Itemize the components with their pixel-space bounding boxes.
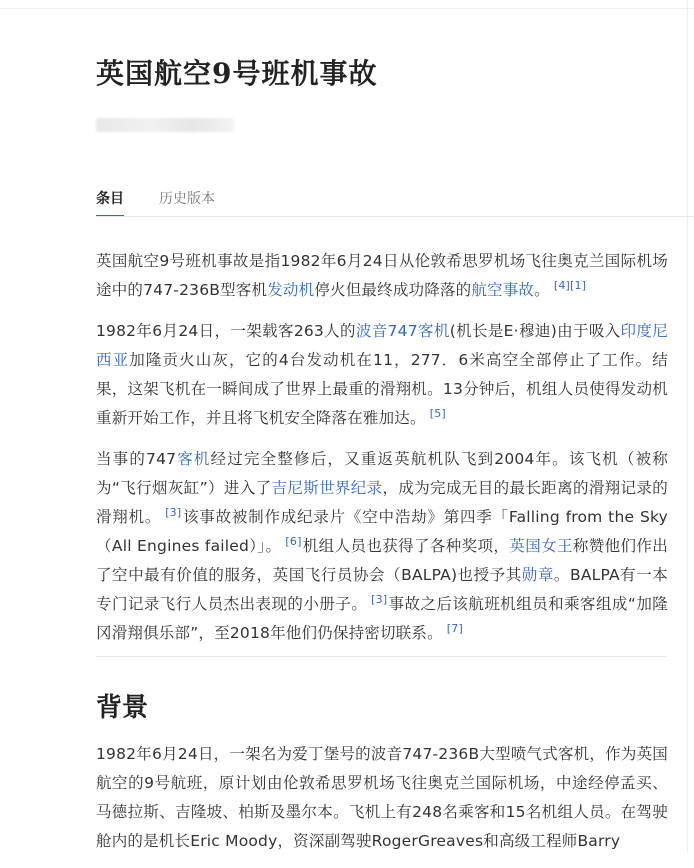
tabs-divider [96, 216, 694, 217]
reference-link[interactable]: [3] [165, 506, 182, 519]
paragraph-text: 英国航空9号班机事故是指1982年6月24日从伦敦希思罗机场飞往奥克兰国际机场途中的747-236B型客机 [96, 252, 668, 299]
top-border [0, 8, 694, 9]
paragraph-text: 称赞他们作出了空中最有价值的服务，英国飞行员协会（BALPA)也授予其 [96, 537, 668, 584]
paragraph-text: 1982年6月24日，一架载客263人的 [96, 322, 356, 340]
section-divider [96, 656, 666, 657]
wiki-link[interactable]: 吉尼斯世界纪录 [271, 479, 383, 497]
paragraph-text: (机长是E·穆迪)由于吸入 [449, 322, 621, 340]
paragraph-text: 。 [534, 281, 550, 299]
tab-history[interactable]: 历史版本 [159, 191, 215, 207]
reference-link[interactable]: [7] [446, 622, 463, 635]
wiki-link[interactable]: 发动机 [267, 281, 315, 299]
paragraph-text: 机组人员也获得了各种奖项， [302, 537, 510, 555]
paragraph-text: 该事故被制作成纪录片《空中浩劫》第四季「Falling from the Sky（All Engines failed）」。 [96, 508, 668, 555]
reference-link[interactable]: [5] [429, 407, 446, 420]
right-border [687, 0, 688, 853]
wiki-link[interactable]: 客机 [176, 450, 211, 468]
wiki-link[interactable]: 勋章 [521, 566, 554, 584]
wiki-link[interactable]: 印度尼西亚 [96, 322, 668, 369]
section-heading-background: 背景 [96, 693, 149, 723]
paragraph-text: 。BALPA有一本专门记录飞行人员杰出表现的小册子。 [96, 566, 668, 613]
tab-entry[interactable]: 条目 [96, 188, 124, 208]
reference-link[interactable]: [4][1] [553, 279, 587, 292]
subtitle-placeholder [96, 118, 234, 132]
paragraph-text: 经过完全整修后，又重返英航机队飞到2004年。该飞机（被称为“飞行烟灰缸”）进入了 [96, 450, 668, 497]
paragraph-text: 事故之后该航班机组员和乘客组成“加隆冈滑翔俱乐部”，至2018年他们仍保持密切联系。 [96, 595, 668, 642]
paragraph-text: 1982年6月24日，一架名为爱丁堡号的波音747-236B大型喷气式客机，作为英国航空的9号航班，原计划由伦敦希思罗机场飞往奥克兰国际机场，中途经停孟买、马德拉斯、吉隆坡、柏斯及墨尔本。飞机上有248名乘客和15名机组人员。在驾驶舱内的是机长Eric Moody，资深副驾驶RogerGreaves和高级工程师Barry [96, 745, 668, 850]
paragraph-text: ，成为完成无目的最长距离的滑翔记录的滑翔机。 [96, 479, 668, 526]
wiki-link[interactable]: 英国女王 [509, 537, 573, 555]
reference-link[interactable]: [6] [285, 535, 302, 548]
wiki-link[interactable]: 波音747客机 [355, 322, 450, 340]
page-title: 英国航空9号班机事故 [96, 57, 378, 90]
wiki-link[interactable]: 航空事故 [471, 281, 535, 299]
paragraph-text: 当事的747 [96, 450, 177, 468]
paragraph-text: 加隆贡火山灰，它的4台发动机在11，277．6米高空全部停止了工作。结果，这架飞机在一瞬间成了世界上最重的滑翔机。13分钟后，机组人员使得发动机重新开始工作，并且将飞机安全降落在雅加达。 [96, 351, 668, 427]
paragraph-text: 停火但最终成功降落的 [314, 281, 472, 299]
intro-paragraph [96, 317, 668, 433]
intro-paragraph [96, 445, 668, 648]
intro-paragraph [96, 247, 668, 305]
background-section [96, 740, 668, 868]
intro-section [96, 247, 668, 660]
background-paragraph [96, 740, 668, 856]
reference-link[interactable]: [3] [371, 593, 388, 606]
